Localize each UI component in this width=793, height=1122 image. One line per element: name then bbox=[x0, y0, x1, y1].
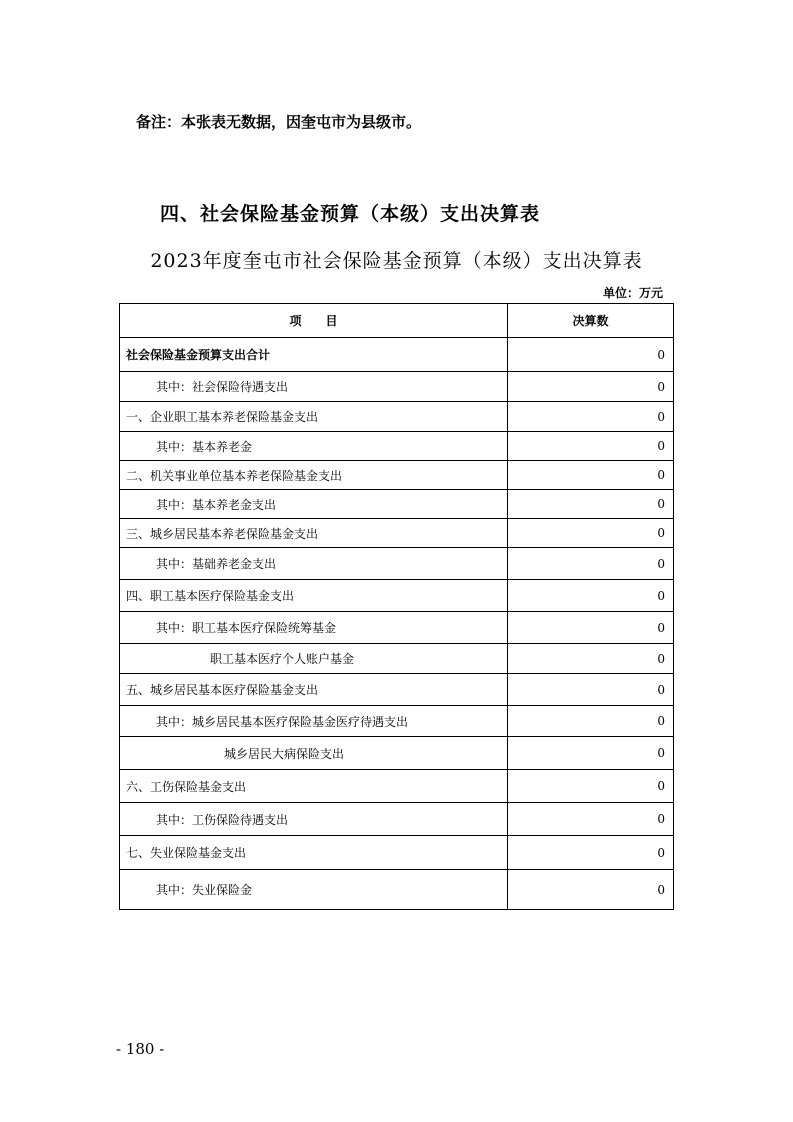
row-value: 0 bbox=[508, 870, 674, 910]
row-item: 其中：职工基本医疗保险统筹基金 bbox=[120, 612, 508, 644]
table-row bbox=[120, 580, 674, 612]
row-value: 0 bbox=[508, 836, 674, 870]
table-row bbox=[120, 490, 674, 519]
row-value: 0 bbox=[508, 770, 674, 803]
row-item: 其中：城乡居民基本医疗保险基金医疗待遇支出 bbox=[120, 706, 508, 737]
row-value: 0 bbox=[508, 461, 674, 490]
row-item: 其中：基本养老金支出 bbox=[120, 490, 508, 519]
row-value: 0 bbox=[508, 402, 674, 432]
row-value: 0 bbox=[508, 372, 674, 402]
row-item: 二、机关事业单位基本养老保险基金支出 bbox=[120, 461, 508, 490]
row-value: 0 bbox=[508, 490, 674, 519]
row-item: 城乡居民大病保险支出 bbox=[120, 737, 508, 770]
row-item: 其中：失业保险金 bbox=[120, 870, 508, 910]
table-row bbox=[120, 338, 674, 372]
row-value: 0 bbox=[508, 519, 674, 548]
row-value: 0 bbox=[508, 580, 674, 612]
table-row bbox=[120, 674, 674, 706]
table-row bbox=[120, 737, 674, 770]
table-row bbox=[120, 519, 674, 548]
row-value: 0 bbox=[508, 674, 674, 706]
row-item: 六、工伤保险基金支出 bbox=[120, 770, 508, 803]
row-item: 七、失业保险基金支出 bbox=[120, 836, 508, 870]
row-item: 其中：社会保险待遇支出 bbox=[120, 372, 508, 402]
table-row bbox=[120, 706, 674, 737]
row-item: 其中：基本养老金 bbox=[120, 432, 508, 461]
row-item: 社会保险基金预算支出合计 bbox=[120, 338, 508, 372]
row-item: 职工基本医疗个人账户基金 bbox=[120, 644, 508, 674]
table-row bbox=[120, 612, 674, 644]
row-item: 其中：工伤保险待遇支出 bbox=[120, 803, 508, 836]
expenditure-table bbox=[119, 303, 674, 910]
table-row bbox=[120, 402, 674, 432]
note-text: 备注：本张表无数据，因奎屯市为县级市。 bbox=[136, 113, 422, 131]
table-header-row bbox=[120, 304, 674, 338]
header-item: 项 目 bbox=[120, 304, 508, 338]
row-value: 0 bbox=[508, 338, 674, 372]
row-item: 五、城乡居民基本医疗保险基金支出 bbox=[120, 674, 508, 706]
row-value: 0 bbox=[508, 803, 674, 836]
row-value: 0 bbox=[508, 548, 674, 580]
table-title: 2023年度奎屯市社会保险基金预算（本级）支出决算表 bbox=[150, 250, 643, 272]
row-value: 0 bbox=[508, 737, 674, 770]
header-value: 决算数 bbox=[508, 304, 674, 338]
section-title: 四、社会保险基金预算（本级）支出决算表 bbox=[160, 203, 541, 225]
page-number: - 180 - bbox=[116, 1040, 165, 1058]
row-value: 0 bbox=[508, 432, 674, 461]
table-row bbox=[120, 548, 674, 580]
row-value: 0 bbox=[508, 644, 674, 674]
table-row bbox=[120, 644, 674, 674]
table-row bbox=[120, 372, 674, 402]
table-row bbox=[120, 770, 674, 803]
row-value: 0 bbox=[508, 612, 674, 644]
row-item: 一、企业职工基本养老保险基金支出 bbox=[120, 402, 508, 432]
row-item: 四、职工基本医疗保险基金支出 bbox=[120, 580, 508, 612]
row-value: 0 bbox=[508, 706, 674, 737]
table-row bbox=[120, 836, 674, 870]
table-row bbox=[120, 803, 674, 836]
row-item: 其中：基础养老金支出 bbox=[120, 548, 508, 580]
row-item: 三、城乡居民基本养老保险基金支出 bbox=[120, 519, 508, 548]
table-row bbox=[120, 870, 674, 910]
unit-label: 单位：万元 bbox=[602, 286, 663, 300]
table-row bbox=[120, 432, 674, 461]
table-row bbox=[120, 461, 674, 490]
